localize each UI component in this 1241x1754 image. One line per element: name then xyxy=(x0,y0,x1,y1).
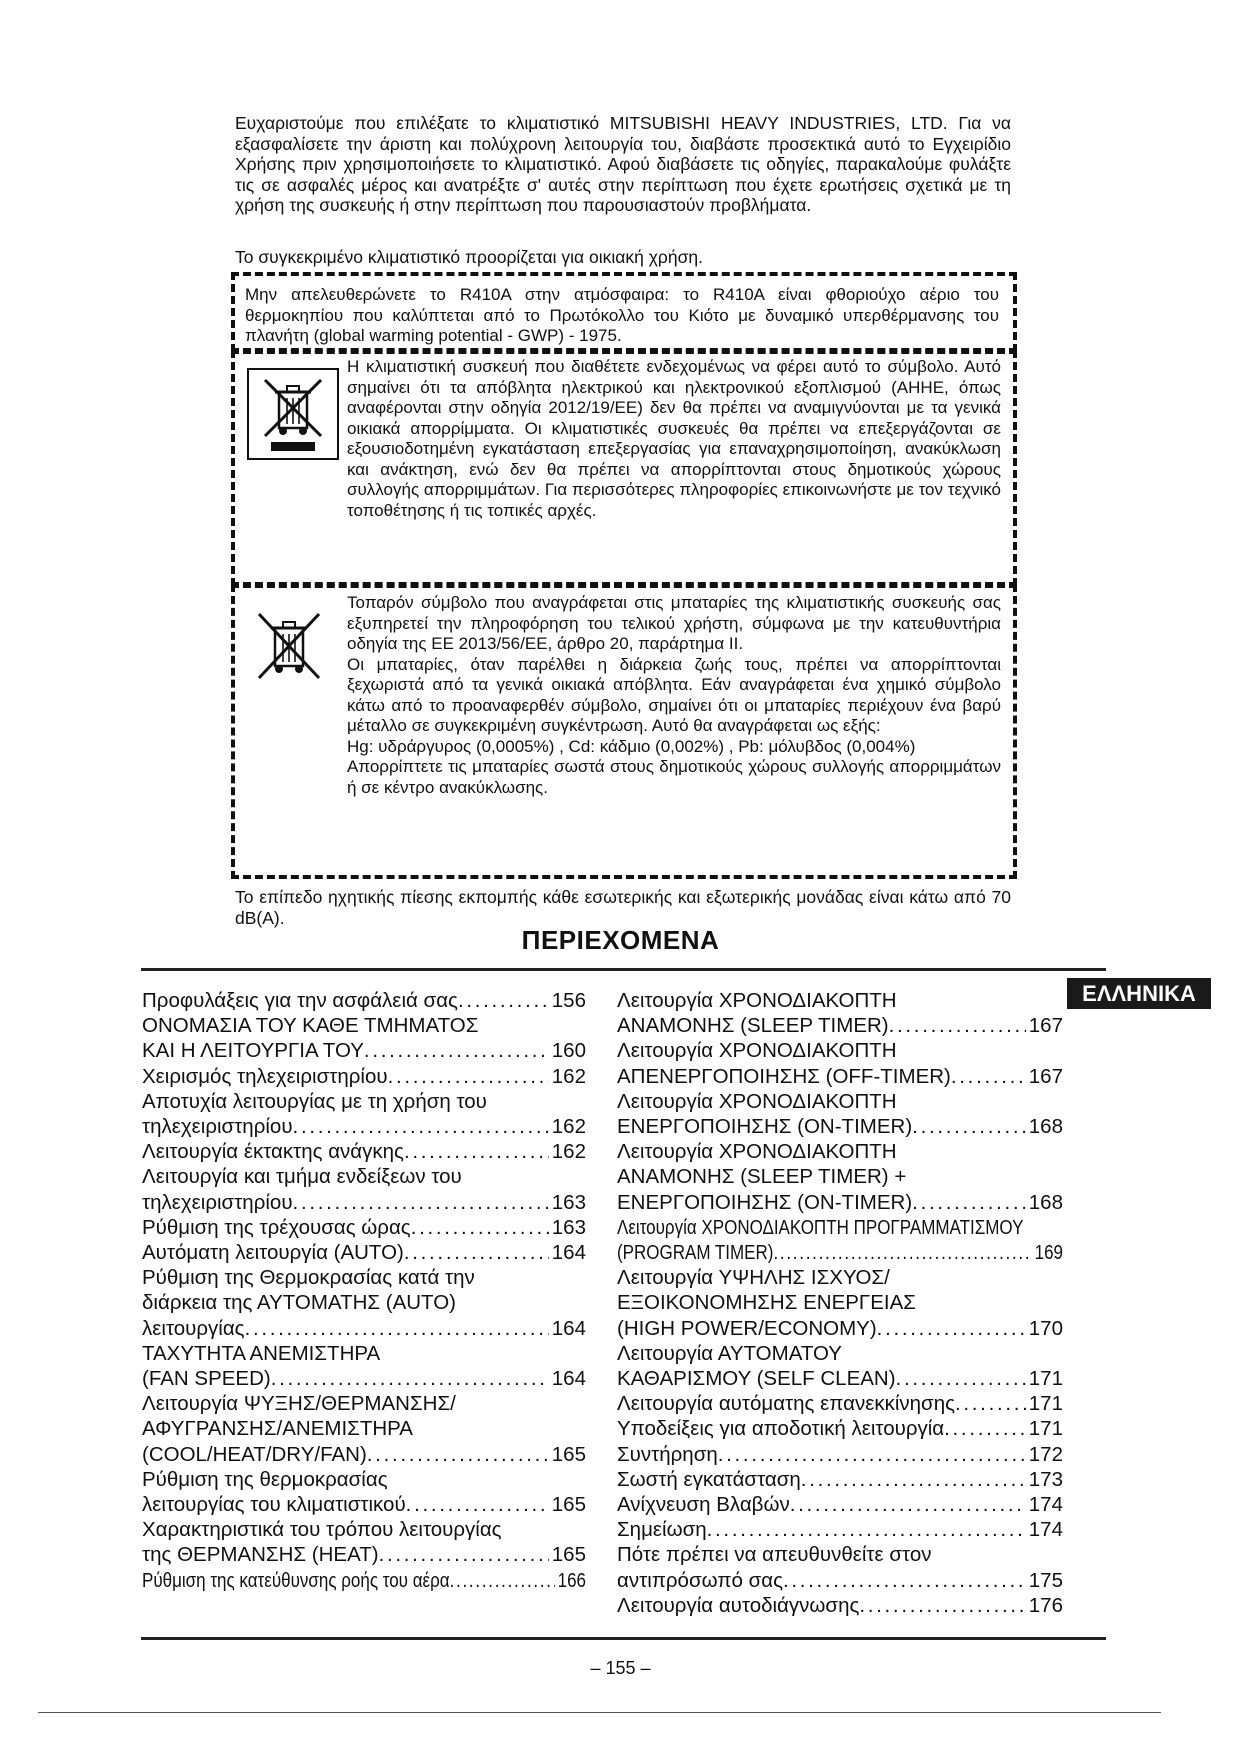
toc-entry-line xyxy=(617,1492,1063,1517)
toc-entry-text: Λειτουργία ΑΥΤΟΜΑΤΟΥ xyxy=(617,1341,842,1365)
toc-leader-dots xyxy=(271,1366,549,1391)
toc-entry-line xyxy=(142,1316,586,1341)
toc-leader-dots xyxy=(790,1492,1026,1517)
toc-leader-dots xyxy=(955,1391,1026,1416)
toc-leader-dots xyxy=(245,1316,549,1341)
toc-entry-line xyxy=(142,1089,586,1114)
toc-entry-line xyxy=(617,1190,1063,1215)
toc-entry-text: Ρύθμιση της κατεύθυνσης ροής του αέρα xyxy=(142,1568,450,1592)
toc-entry-text: Λειτουργία αυτοδιάγνωσης xyxy=(617,1593,860,1617)
toc-page-number: 171 xyxy=(1028,1392,1063,1416)
toc-entry xyxy=(142,1467,586,1517)
toc-entry xyxy=(617,988,1063,1038)
toc-leader-dots xyxy=(293,1190,549,1215)
toc-entry-line xyxy=(142,1215,586,1240)
toc-entry xyxy=(617,1517,1063,1542)
toc-entry-text: Ρύθμιση της θερμοκρασίας xyxy=(142,1467,388,1491)
toc-entry xyxy=(617,1215,1063,1265)
toc-entry-line xyxy=(617,1064,1063,1089)
toc-entry-line xyxy=(142,1139,586,1164)
toc-entry-line xyxy=(617,1416,1063,1441)
toc-entry-text: ΕΝΕΡΓΟΠΟΙΗΣΗΣ (ON-TIMER) xyxy=(617,1190,913,1214)
toc-entry-text: Υποδείξεις για αποδοτική λειτουργία xyxy=(617,1417,945,1441)
toc-entry xyxy=(617,1416,1063,1441)
toc-entry-line xyxy=(142,1240,586,1265)
toc-page-number: 162 xyxy=(551,1115,586,1139)
contents-bottom-rule xyxy=(141,1637,1106,1640)
toc-entry-text: (COOL/HEAT/DRY/FAN) xyxy=(142,1442,367,1466)
toc-entry-line xyxy=(142,1442,586,1467)
toc-entry xyxy=(617,1038,1063,1088)
toc-entry-text: (PROGRAM TIMER) xyxy=(617,1241,774,1264)
toc-page-number: 171 xyxy=(1028,1417,1063,1441)
toc-entry xyxy=(142,988,586,1013)
toc-entry-line xyxy=(142,1114,586,1139)
toc-entry-line xyxy=(617,1593,1063,1618)
weee-text: Η κλιματιστική συσκευή που διαθέτετε ενδεχομένως να φέρει αυτό το σύμβολο. Αυτό σημαίνει ότι τα απόβλητα ηλεκτρικού και ηλεκτρονικού εξοπλισμού (ΑΗΗΕ, όπως αναφέρονται στην οδηγία 2012/19/ΕΕ) δεν θα πρέπει να αναμιγνύονται με τα γενικά οικιακά απορρίμματα. Οι κλιματιστικές συσκευές θα πρέπει να επεξεργάζονται σε εξουσιοδοτημένη εγκατάσταση επεξεργασίας για επαναχρησιμοποίηση, ανακύκλωση και ανάκτηση, ενώ δεν θα πρέπει να απορρίπτονται στους δημοτικούς χώρους συλλογής απορριμμάτων. Για περισσότερες πληροφορίες επικοινωνήστε με τον τεχνικό τοποθέτησης ή τις τοπικές αρχές. xyxy=(347,357,1001,520)
toc-entry-text: ΚΑΘΑΡΙΣΜΟΥ (SELF CLEAN) xyxy=(617,1367,896,1391)
toc-leader-dots xyxy=(404,1139,549,1164)
toc-entry xyxy=(142,1240,586,1265)
toc-page-number: 174 xyxy=(1028,1518,1063,1542)
crossed-bin-battery-icon xyxy=(249,608,329,688)
toc-page-number: 176 xyxy=(1028,1593,1063,1617)
toc-entry-text: Λειτουργία και τμήμα ενδείξεων του xyxy=(142,1165,462,1189)
toc-entry xyxy=(142,1517,586,1567)
toc-page-number: 167 xyxy=(1028,1014,1063,1038)
toc-leader-dots xyxy=(379,1542,549,1567)
toc-leader-dots xyxy=(406,1492,549,1517)
toc-page-number: 164 xyxy=(551,1316,586,1340)
toc-entry-line xyxy=(142,988,586,1013)
toc-entry-text: Λειτουργία ΨΥΞΗΣ/ΘΕΡΜΑΝΣΗΣ/ xyxy=(142,1392,456,1416)
toc-entry-text: αντιπρόσωπό σας xyxy=(617,1568,783,1592)
battery-text-p4: Απορρίπτετε τις μπαταρίες σωστά στους δημοτικούς χώρους συλλογής απορριμμάτων ή σε κέντρο ανακύκλωσης. xyxy=(347,757,1001,797)
toc-entry-text: Λειτουργία αυτόματης επανεκκίνησης xyxy=(617,1392,955,1416)
toc-entry-line xyxy=(617,1366,1063,1391)
toc-entry-text: Σωστή εγκατάσταση xyxy=(617,1467,801,1491)
toc-entry-text: Λειτουργία ΧΡΟΝΟΔΙΑΚΟΠΤΗ xyxy=(617,1140,897,1164)
toc-entry-text: ΑΦΥΓΡΑΝΣΗΣ/ΑΝΕΜΙΣΤΗΡΑ xyxy=(142,1417,413,1441)
page-number: – 155 – xyxy=(590,1658,651,1678)
toc-entry-line xyxy=(617,1542,1063,1567)
toc-entry-line xyxy=(142,1164,586,1189)
toc-entry-line xyxy=(142,1038,586,1063)
toc-entry xyxy=(142,1064,586,1089)
toc-entry xyxy=(142,1215,586,1240)
toc-leader-dots xyxy=(707,1517,1026,1542)
toc-entry-line xyxy=(142,1064,586,1089)
toc-entry-text: ΑΠΕΝΕΡΓΟΠΟΙΗΣΗΣ (OFF-TIMER) xyxy=(617,1064,951,1088)
toc-leader-dots xyxy=(388,1064,549,1089)
toc-page-number: 166 xyxy=(557,1568,586,1592)
toc-leader-dots xyxy=(877,1316,1026,1341)
page-edge-rule xyxy=(38,1712,1161,1713)
toc-entry-line xyxy=(617,1038,1063,1063)
contents-top-rule xyxy=(141,968,1106,971)
toc-page-number: 162 xyxy=(551,1140,586,1164)
toc-page-number: 162 xyxy=(551,1064,586,1088)
toc-entry xyxy=(142,1164,586,1214)
toc-entry-text: Χαρακτηριστικά του τρόπου λειτουργίας xyxy=(142,1518,502,1542)
toc-page-number: 163 xyxy=(551,1190,586,1214)
toc-entry-line xyxy=(617,1265,1063,1290)
toc-page-number: 168 xyxy=(1028,1190,1063,1214)
toc-leader-dots xyxy=(912,1190,1026,1215)
toc-entry-text: Ανίχνευση Βλαβών xyxy=(617,1493,790,1517)
toc-leader-dots xyxy=(783,1568,1026,1593)
toc-entry xyxy=(617,1391,1063,1416)
toc-entry-text: (HIGH POWER/ECONOMY) xyxy=(617,1316,877,1340)
toc-entry-line xyxy=(142,1391,586,1416)
toc-entry-line xyxy=(142,1467,586,1492)
toc-leader-dots xyxy=(859,1593,1025,1618)
toc-entry xyxy=(617,1341,1063,1391)
toc-leader-dots xyxy=(944,1416,1026,1441)
toc-entry-text: Χειρισμός τηλεχειριστηρίου xyxy=(142,1064,388,1088)
toc-entry xyxy=(142,1568,586,1593)
battery-text xyxy=(347,593,1001,798)
usage-note: Το συγκεκριμένο κλιματιστικό προορίζεται για οικιακή χρήση. xyxy=(235,247,703,267)
toc-entry xyxy=(142,1341,586,1391)
toc-leader-dots xyxy=(293,1114,549,1139)
toc-entry-text: λειτουργίας xyxy=(142,1316,245,1340)
toc-leader-dots xyxy=(404,1240,549,1265)
toc-page-number: 164 xyxy=(551,1241,586,1265)
toc-page-number: 167 xyxy=(1028,1064,1063,1088)
toc-entry-line xyxy=(142,1013,586,1038)
toc-entry-text: τηλεχειριστηρίου xyxy=(142,1115,293,1139)
toc-page-number: 165 xyxy=(551,1543,586,1567)
toc-entry-text: Λειτουργία ΥΨΗΛΗΣ ΙΣΧΥΟΣ/ xyxy=(617,1266,890,1290)
battery-text-p1: Τοπαρόν σύμβολο που αναγράφεται στις μπαταρίες της κλιματιστικής συσκευής σας εξυπηρετεί την πληροφόρηση του τελικού χρήστη, σύμφωνα με την κατευθυντήρια οδηγία της ΕΕ 2013/56/ΕΕ, άρθρο 20, παράρτημα ΙΙ. xyxy=(347,593,1001,653)
noise-note: Το επίπεδο ηχητικής πίεσης εκπομπής κάθε εσωτερικής και εξωτερικής μονάδας είναι κάτω από 70 dB(A). xyxy=(235,887,1011,928)
toc-entry-line xyxy=(617,1290,1063,1315)
toc-entry-text: ΑΝΑΜΟΝΗΣ (SLEEP TIMER) xyxy=(617,1014,889,1038)
toc-entry-text: διάρκεια της ΑΥΤΟΜΑΤΗΣ (AUTO) xyxy=(142,1291,456,1315)
toc-entry-text: ΕΝΕΡΓΟΠΟΙΗΣΗΣ (ON-TIMER) xyxy=(617,1115,913,1139)
toc-entry-line xyxy=(142,1517,586,1542)
toc-leader-dots xyxy=(450,1565,555,1595)
toc-entry-text: Λειτουργία ΧΡΟΝΟΔΙΑΚΟΠΤΗ ΠΡΟΓΡΑΜΜΑΤΙΣΜΟΥ xyxy=(617,1216,1024,1239)
toc-entry xyxy=(617,1542,1063,1592)
toc-entry-line xyxy=(142,1290,586,1315)
toc-page-number: 164 xyxy=(551,1367,586,1391)
toc-entry-line xyxy=(617,1391,1063,1416)
toc-entry-line xyxy=(617,1114,1063,1139)
toc-right-column xyxy=(617,988,1063,1618)
toc-page-number: 174 xyxy=(1028,1493,1063,1517)
toc-entry-text: Ρύθμιση της τρέχουσας ώρας xyxy=(142,1215,411,1239)
toc-leader-dots xyxy=(951,1064,1026,1089)
toc-entry-text: Ρύθμιση της Θερμοκρασίας κατά την xyxy=(142,1266,475,1290)
toc-page-number: 156 xyxy=(551,989,586,1012)
toc-entry-text: Λειτουργία ΧΡΟΝΟΔΙΑΚΟΠΤΗ xyxy=(617,1089,897,1113)
toc-leader-dots xyxy=(889,1013,1026,1038)
refrigerant-warning-box xyxy=(231,272,1017,352)
toc-entry-line xyxy=(617,1442,1063,1467)
toc-entry-text: Λειτουργία έκτακτης ανάγκης xyxy=(142,1140,404,1164)
toc-entry-line xyxy=(617,1467,1063,1492)
toc-entry xyxy=(617,1593,1063,1618)
toc-entry xyxy=(142,1013,586,1063)
toc-page-number: 170 xyxy=(1028,1316,1063,1340)
toc-leader-dots xyxy=(367,1442,549,1467)
toc-entry-text: ΑΝΑΜΟΝΗΣ (SLEEP TIMER) + xyxy=(617,1165,907,1189)
refrigerant-warning-text: Μην απελευθερώνετε το R410A στην ατμόσφαιρα: το R410A είναι φθοριούχο αέριο του θερμοκηπίου που καλύπτεται από το Πρωτόκολλο του Κιότο με δυναμικό υπερθέρμανσης του πλανήτη (global warming potential - GWP) - 1975. xyxy=(245,285,999,345)
toc-leader-dots xyxy=(896,1366,1026,1391)
toc-page-number: 165 xyxy=(551,1442,586,1466)
toc-entry xyxy=(142,1089,586,1139)
toc-leader-dots xyxy=(364,1038,549,1063)
toc-entry-line xyxy=(142,1565,586,1595)
toc-entry xyxy=(617,1139,1063,1215)
toc-entry xyxy=(617,1265,1063,1341)
toc-entry-line xyxy=(617,1089,1063,1114)
toc-entry-text: ΕΞΟΙΚΟΝΟΜΗΣΗΣ ΕΝΕΡΓΕΙΑΣ xyxy=(617,1291,916,1315)
toc-entry xyxy=(617,1442,1063,1467)
toc-leader-dots xyxy=(912,1114,1026,1139)
battery-text-p3: Hg: υδράργυρος (0,0005%) , Cd: κάδμιο (0,002%) , Pb: μόλυβδος (0,004%) xyxy=(347,736,916,756)
toc-entry xyxy=(617,1089,1063,1139)
toc-entry-line xyxy=(142,1341,586,1366)
toc-page-number: 169 xyxy=(1034,1241,1063,1264)
toc-entry-text: Λειτουργία ΧΡΟΝΟΔΙΑΚΟΠΤΗ xyxy=(617,1039,897,1063)
toc-page-number: 172 xyxy=(1028,1442,1063,1466)
toc-page-number: 175 xyxy=(1028,1568,1063,1592)
toc-leader-dots xyxy=(773,1238,1031,1268)
toc-entry-text: της ΘΕΡΜΑΝΣΗΣ (HEAT) xyxy=(142,1543,379,1567)
toc-entry xyxy=(142,1391,586,1467)
toc-left-column xyxy=(142,988,586,1593)
toc-entry xyxy=(617,1467,1063,1492)
toc-entry xyxy=(142,1139,586,1164)
toc-entry-text: Αυτόματη λειτουργία (AUTO) xyxy=(142,1241,404,1265)
toc-leader-dots xyxy=(718,1442,1026,1467)
toc-entry-text: ΟΝΟΜΑΣΙΑ ΤΟΥ ΚΑΘΕ ΤΜΗΜΑΤΟΣ xyxy=(142,1014,479,1038)
toc-entry-line xyxy=(142,1492,586,1517)
toc-leader-dots xyxy=(411,1215,549,1240)
toc-entry-line xyxy=(617,1164,1063,1189)
toc-entry-line xyxy=(617,1316,1063,1341)
toc-entry-text: Σημείωση xyxy=(617,1518,707,1542)
toc-entry-text: Προφυλάξεις για την ασφάλειά σας xyxy=(142,989,458,1012)
toc-entry-text: ΚΑΙ Η ΛΕΙΤΟΥΡΓΙΑ ΤΟΥ xyxy=(142,1039,364,1063)
toc-entry-line xyxy=(142,1190,586,1215)
toc-page-number: 173 xyxy=(1028,1467,1063,1491)
toc-entry-line xyxy=(142,1366,586,1391)
toc-entry-line xyxy=(617,1517,1063,1542)
toc-entry xyxy=(142,1265,586,1341)
toc-leader-dots xyxy=(801,1467,1026,1492)
toc-entry-line xyxy=(617,1238,1063,1268)
language-tab: ΕΛΛΗΝΙΚΑ xyxy=(1067,978,1211,1009)
toc-entry-line xyxy=(142,1542,586,1567)
toc-entry-text: λειτουργίας του κλιματιστικού xyxy=(142,1493,406,1517)
toc-entry-line xyxy=(617,1139,1063,1164)
intro-paragraph: Ευχαριστούμε που επιλέξατε το κλιματιστικό MITSUBISHI HEAVY INDUSTRIES, LTD. Για να εξασφαλίσετε την άριστη και πολύχρονη λειτουργία του, διαβάστε προσεκτικά αυτό το Εγχειρίδιο Χρήσης πριν χρησιμοποιήσετε το κλιματιστικό. Αφού διαβάσετε τις οδηγίες, παρακαλούμε φυλάξτε τις σε ασφαλές μέρος και ανατρέξτε σ' αυτές στην περίπτωση που έχετε ερωτήσεις σχετικά με τη χρήση της συσκευής ή στην περίπτωση που παρουσιαστούν προβλήματα. xyxy=(235,113,1011,215)
toc-entry-text: Πότε πρέπει να απευθυνθείτε στον xyxy=(617,1543,932,1567)
toc-entry-text: (FAN SPEED) xyxy=(142,1367,271,1391)
toc-page-number: 168 xyxy=(1028,1115,1063,1139)
toc-entry-line xyxy=(617,1341,1063,1366)
toc-entry-line xyxy=(617,988,1063,1013)
toc-entry-text: Αποτυχία λειτουργίας με τη χρήση του xyxy=(142,1089,487,1113)
battery-text-p2: Οι μπαταρίες, όταν παρέλθει η διάρκεια ζωής τους, πρέπει να απορρίπτονται ξεχωριστά από τα γενικά οικιακά απόβλητα. Εάν αναγράφεται ένα χημικό σύμβολο κάτω από το προαναφερθέν σύμβολο, σημαίνει ότι οι μπαταρίες περιέχουν ένα βαρύ μέταλλο σε συγκεκριμένη συγκέντρωση. Αυτό θα αναγράφεται ως εξής: xyxy=(347,654,1001,735)
toc-entry-line xyxy=(617,1568,1063,1593)
toc-entry-line xyxy=(142,1416,586,1441)
toc-entry-line xyxy=(142,1265,586,1290)
toc-page-number: 163 xyxy=(551,1215,586,1239)
toc-leader-dots xyxy=(458,988,549,1013)
contents-title: ΠΕΡΙΕΧΟΜΕΝΑ xyxy=(521,925,720,955)
battery-box xyxy=(231,584,1017,879)
weee-box xyxy=(231,350,1017,586)
toc-entry-text: ΤΑΧΥΤΗΤΑ ΑΝΕΜΙΣΤΗΡΑ xyxy=(142,1341,381,1365)
toc-entry-text: τηλεχειριστηρίου xyxy=(142,1190,293,1214)
toc-entry-text: Λειτουργία ΧΡΟΝΟΔΙΑΚΟΠΤΗ xyxy=(617,989,897,1012)
toc-entry-line xyxy=(617,1013,1063,1038)
crossed-bin-weee-icon xyxy=(247,368,339,460)
toc-page-number: 171 xyxy=(1028,1367,1063,1391)
toc-page-number: 165 xyxy=(551,1493,586,1517)
toc-entry-text: Συντήρηση xyxy=(617,1442,718,1466)
toc-page-number: 160 xyxy=(551,1039,586,1063)
toc-entry xyxy=(617,1492,1063,1517)
